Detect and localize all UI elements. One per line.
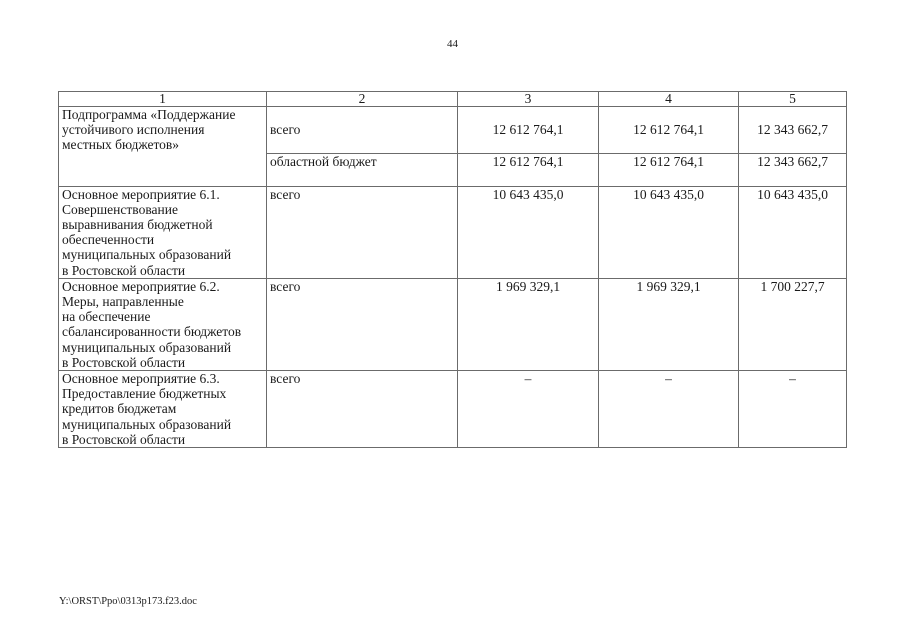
funding-source: всего [267,278,458,370]
budget-table [58,91,847,448]
funding-source: всего [267,371,458,448]
value: 1 969 329,1 [599,278,739,370]
value: 12 343 662,7 [757,122,828,138]
row-title: Основное мероприятие 6.3. Предоставление бюджетных кредитов бюджетам муниципальных образований в Ростовской области [59,371,267,448]
value: 10 643 435,0 [599,186,739,278]
value: – [599,371,739,448]
column-header-1: 1 [59,92,267,107]
value-cell-col3 [458,107,599,187]
funding-source-cell [267,107,458,187]
table-header-row [59,92,847,107]
value-cell-col4 [599,107,739,187]
row-title: Подпрограмма «Поддержание устойчивого исполнения местных бюджетов» [59,107,267,187]
value: 1 700 227,7 [739,278,847,370]
value: 1 969 329,1 [458,278,599,370]
value: – [739,371,847,448]
value: 12 343 662,7 [739,153,846,170]
page-number: 44 [447,38,458,50]
column-header-2: 2 [267,92,458,107]
funding-source: областной бюджет [267,153,457,170]
column-header-5: 5 [739,92,847,107]
funding-source: всего [270,122,301,138]
value-cell-col5 [739,107,847,187]
value: – [458,371,599,448]
table-row-measure-6-1 [59,186,847,278]
funding-source: всего [267,186,458,278]
row-title: Основное мероприятие 6.1. Совершенствование выравнивания бюджетной обеспеченности муниципальных образований в Ростовской области [59,186,267,278]
value: 12 612 764,1 [458,153,598,170]
table-row-measure-6-3 [59,371,847,448]
table-row-subprogram [59,107,847,187]
table-row-measure-6-2 [59,278,847,370]
value: 12 612 764,1 [599,153,738,170]
column-header-4: 4 [599,92,739,107]
value: 10 643 435,0 [458,186,599,278]
document-file-path: Y:\ORST\Ppo\0313p173.f23.doc [59,596,197,607]
value: 12 612 764,1 [633,122,704,138]
column-header-3: 3 [458,92,599,107]
value: 12 612 764,1 [492,122,564,138]
value: 10 643 435,0 [739,186,847,278]
row-title: Основное мероприятие 6.2. Меры, направленные на обеспечение сбалансированности бюджетов муниципальных образований в Ростовской области [59,278,267,370]
